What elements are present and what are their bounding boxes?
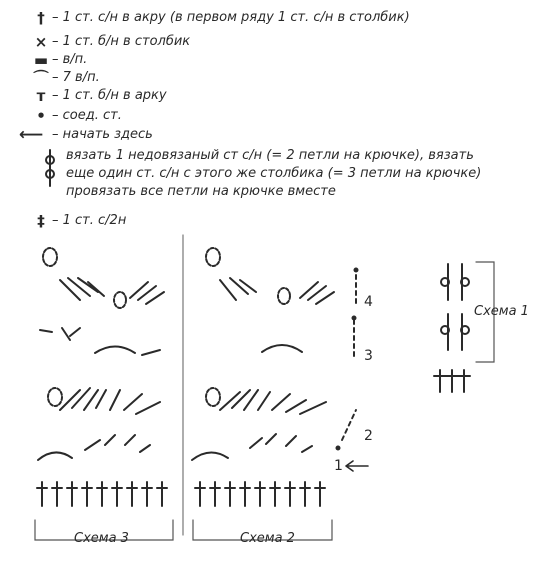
start-arrow [346, 461, 368, 471]
treble-stitch [315, 482, 325, 506]
treble-stitch [127, 482, 137, 506]
half-double-icon: ‡ [37, 212, 45, 230]
schema3-drawing [38, 248, 164, 460]
treble-stitch [225, 482, 235, 506]
treble-stitch [112, 482, 122, 506]
single-crochet-t-icon: т [36, 87, 46, 105]
arc-7ch-icon: ⌒ [33, 69, 49, 87]
treble-stitch [142, 482, 152, 506]
single-crochet-x-icon: × [34, 33, 48, 51]
row-number: 2 [364, 428, 373, 444]
schema2-label: Схема 2 [240, 531, 295, 546]
treble-stitch [255, 482, 265, 506]
treble-stitch [240, 482, 250, 506]
slip-stitch-dot-icon: • [36, 107, 46, 125]
start-arrow-icon: ⟵ [18, 125, 44, 145]
schema1-drawing [434, 262, 494, 392]
treble-crochet-icon: † [37, 9, 45, 27]
treble-stitch [37, 482, 47, 506]
treble-stitch [270, 482, 280, 506]
treble-stitch [82, 482, 92, 506]
treble-stitch [97, 482, 107, 506]
chain-dash-icon: ▬ [33, 51, 49, 69]
cluster-icon [46, 150, 54, 186]
row-number: 4 [364, 294, 373, 310]
row-number: 3 [364, 348, 373, 364]
row-number: 1 [334, 458, 343, 474]
schema3-label: Схема 3 [74, 531, 129, 546]
treble-stitch [195, 482, 205, 506]
schema1-label: Схема 1 [474, 304, 529, 319]
schema2-drawing [192, 248, 358, 460]
treble-stitch [300, 482, 310, 506]
treble-stitch [210, 482, 220, 506]
treble-stitch [67, 482, 77, 506]
foundation-row [37, 482, 325, 506]
treble-stitch [52, 482, 62, 506]
treble-stitch [157, 482, 167, 506]
treble-stitch [285, 482, 295, 506]
